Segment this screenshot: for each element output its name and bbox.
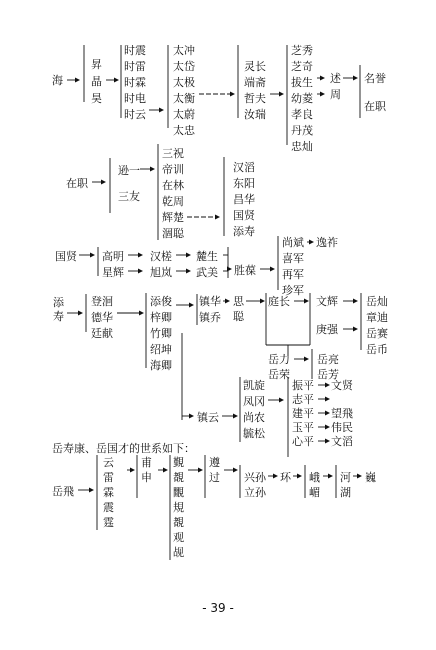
person-name: 时霖 xyxy=(124,76,146,89)
person-name: 孝良 xyxy=(291,108,313,121)
person-name: 登洄 xyxy=(91,295,113,308)
person-name: 珍军 xyxy=(282,284,304,297)
person-name: 述 xyxy=(330,72,341,85)
person-name: 芝秀 xyxy=(291,44,313,57)
person-name: 在职 xyxy=(364,100,386,113)
person-name: 东阳 xyxy=(233,177,255,190)
person-name: 思 xyxy=(233,295,244,308)
person-name: 岳灿 xyxy=(366,295,388,308)
person-name: 名誉 xyxy=(364,72,386,85)
person-name: 峨 xyxy=(309,471,320,484)
tree-arrowhead xyxy=(159,108,164,113)
person-name: 嵋 xyxy=(309,486,320,499)
person-name: 绍坤 xyxy=(150,343,172,356)
person-name: 旭岚 xyxy=(150,266,172,279)
person-name: 在林 xyxy=(162,179,184,192)
person-name: 时电 xyxy=(124,92,146,105)
person-name: 德华 xyxy=(91,311,113,324)
tree-arrowhead xyxy=(325,411,330,416)
person-name: 規 xyxy=(173,501,184,514)
person-name: 廷献 xyxy=(91,327,113,340)
person-name: 涸聪 xyxy=(162,227,184,240)
person-name: 觇 xyxy=(173,546,184,559)
tree-arrowhead xyxy=(353,299,358,304)
person-name: 高明 xyxy=(102,250,124,263)
tree-arrowhead xyxy=(130,468,135,473)
person-name: 太极 xyxy=(173,76,195,89)
tree-arrowhead xyxy=(233,414,238,419)
person-name: 云 xyxy=(103,456,114,469)
tree-arrowhead xyxy=(227,267,232,272)
tree-arrowhead xyxy=(101,180,106,185)
person-name: 寿 xyxy=(53,310,64,323)
person-name: 文滔 xyxy=(331,435,353,448)
person-name: 太冲 xyxy=(173,44,195,57)
tree-arrowhead xyxy=(325,439,330,444)
person-name: 武美 xyxy=(196,266,218,279)
person-name: 星辉 xyxy=(102,266,124,279)
tree-arrowhead xyxy=(215,215,220,220)
person-name: 聪 xyxy=(233,310,244,323)
person-name: 哲夫 xyxy=(244,92,266,105)
tree-arrowhead xyxy=(114,78,119,83)
person-name: 周 xyxy=(330,88,341,101)
person-name: 镇华 xyxy=(199,295,221,308)
tree-arrowhead xyxy=(297,474,302,479)
person-name: 三友 xyxy=(118,190,140,203)
person-name: 望飛 xyxy=(331,407,353,420)
person-name: 伟民 xyxy=(331,421,353,434)
person-name: 添 xyxy=(53,296,64,309)
person-name: 麓生 xyxy=(196,250,218,263)
person-name: 添俊 xyxy=(150,295,172,308)
person-name: 竹卿 xyxy=(150,327,172,340)
tree-arrowhead xyxy=(353,76,358,81)
person-name: 端斋 xyxy=(244,76,266,89)
person-name: 庚强 xyxy=(316,323,338,336)
person-name: 海卿 xyxy=(150,359,172,372)
tree-arrowhead xyxy=(186,269,191,274)
person-name: 再军 xyxy=(282,268,304,281)
person-name: 岳飛 xyxy=(52,485,74,498)
tree-arrowhead xyxy=(138,269,143,274)
tree-arrowhead xyxy=(189,414,194,419)
person-name: 尚农 xyxy=(243,411,265,424)
person-name: 拔生 xyxy=(291,76,313,89)
person-name: 昊 xyxy=(91,92,102,105)
tree-arrowhead xyxy=(325,383,330,388)
person-name: 国贤 xyxy=(55,250,77,263)
tree-arrowhead xyxy=(150,167,155,172)
tree-arrowhead xyxy=(89,488,94,493)
person-name: 太衡 xyxy=(173,92,195,105)
person-name: 过 xyxy=(209,471,220,484)
person-name: 太岱 xyxy=(173,60,195,73)
tree-arrowhead xyxy=(230,92,235,97)
person-name: 昌华 xyxy=(233,193,255,206)
person-name: 立孙 xyxy=(244,486,266,499)
person-name: 章迪 xyxy=(366,311,388,324)
tree-arrowhead xyxy=(198,468,203,473)
person-name: 志平 xyxy=(292,393,314,406)
person-name: 湖 xyxy=(340,486,351,499)
person-name: 文贤 xyxy=(331,379,353,392)
person-name: 国贤 xyxy=(233,209,255,222)
tree-arrowhead xyxy=(304,299,309,304)
person-name: 覲 xyxy=(173,456,184,469)
person-name: 文辉 xyxy=(316,295,338,308)
person-name: 丹茂 xyxy=(291,124,313,137)
person-name: 辉楚 xyxy=(162,211,184,224)
tree-arrowhead xyxy=(304,357,309,362)
person-name: 凯旋 xyxy=(243,379,265,392)
person-name: 庭长 xyxy=(268,295,290,308)
person-name: 镇乔 xyxy=(199,311,221,324)
person-name: 逊一 xyxy=(118,164,140,177)
tree-arrowhead xyxy=(189,303,194,308)
person-name: 幼菱 xyxy=(291,92,313,105)
person-name: 时震 xyxy=(124,44,146,57)
person-name: 时云 xyxy=(124,108,146,121)
person-name: 震 xyxy=(103,501,114,514)
person-name: 环 xyxy=(280,471,291,484)
person-name: 三祝 xyxy=(162,147,184,160)
person-name: 巍 xyxy=(365,471,376,484)
person-name: 海 xyxy=(52,74,63,87)
person-name: 建平 xyxy=(292,407,314,420)
person-name: 梓卿 xyxy=(150,311,172,324)
person-name: 岳币 xyxy=(366,343,388,356)
tree-arrowhead xyxy=(270,267,275,272)
person-name: 逸祚 xyxy=(316,236,338,249)
tree-arrowhead xyxy=(163,468,168,473)
person-name: 岳芳 xyxy=(317,368,339,381)
tree-arrowhead xyxy=(78,311,83,316)
person-name: 雷 xyxy=(103,471,114,484)
person-name: 汉槎 xyxy=(150,250,172,263)
tree-arrowhead xyxy=(325,397,330,402)
tree-arrowhead xyxy=(225,299,230,304)
person-name: 观 xyxy=(173,531,184,544)
tree-arrowhead xyxy=(186,253,191,258)
person-name: 覵 xyxy=(173,486,184,499)
person-name: 芝奇 xyxy=(291,60,313,73)
person-name: 乾周 xyxy=(162,195,184,208)
tree-arrowhead xyxy=(309,240,314,245)
person-name: 河 xyxy=(340,471,351,484)
person-name: 遵 xyxy=(209,456,220,469)
person-name: 心平 xyxy=(292,435,314,448)
tree-arrowhead xyxy=(138,253,143,258)
tree-arrowhead xyxy=(357,474,362,479)
chart-caption: 岳寿康、岳国才的世系如下： xyxy=(52,442,195,455)
person-name: 时雷 xyxy=(124,60,146,73)
person-name: 汉滔 xyxy=(233,161,255,174)
tree-arrowhead xyxy=(75,78,80,83)
person-name: 岳亮 xyxy=(317,353,339,366)
tree-arrowhead xyxy=(279,92,284,97)
person-name: 忠灿 xyxy=(291,140,313,153)
person-name: 凤冈 xyxy=(243,395,265,408)
tree-arrowhead xyxy=(320,92,325,97)
tree-arrowhead xyxy=(233,468,238,473)
person-name: 毓松 xyxy=(243,427,265,440)
person-name: 霖 xyxy=(103,486,114,499)
person-name: 太蔚 xyxy=(173,108,195,121)
page-number: - 39 - xyxy=(202,601,234,615)
tree-arrowhead xyxy=(325,425,330,430)
person-name: 甫 xyxy=(141,456,152,469)
person-name: 昇 xyxy=(91,58,102,71)
tree-arrowhead xyxy=(328,474,333,479)
person-name: 振平 xyxy=(292,379,314,392)
person-name: 喜军 xyxy=(282,252,304,265)
person-name: 申 xyxy=(141,471,152,484)
tree-arrowhead xyxy=(353,327,358,332)
person-name: 晶 xyxy=(91,75,102,88)
tree-arrowhead xyxy=(90,253,95,258)
person-name: 添寿 xyxy=(233,225,255,238)
person-name: 帝训 xyxy=(162,163,184,176)
person-name: 覩 xyxy=(173,471,184,484)
tree-arrowhead xyxy=(279,398,284,403)
person-name: 岳力 xyxy=(268,353,290,366)
person-name: 兴孙 xyxy=(244,471,266,484)
person-name: 镇云 xyxy=(197,411,219,424)
person-name: 霆 xyxy=(103,516,114,529)
person-name: 尚斌 xyxy=(282,236,304,249)
person-name: 太忠 xyxy=(173,124,195,137)
person-name: 灵长 xyxy=(244,60,266,73)
tree-arrowhead xyxy=(273,474,278,479)
person-name: 岳赛 xyxy=(366,327,388,340)
tree-arrowhead xyxy=(139,311,144,316)
tree-arrowhead xyxy=(260,299,265,304)
tree-arrowhead xyxy=(320,76,325,81)
person-name: 胜葆 xyxy=(234,264,256,277)
person-name: 岳荣 xyxy=(268,368,290,381)
person-name: 汝瑞 xyxy=(244,108,266,121)
person-name: 在职 xyxy=(66,177,88,190)
person-name: 覩 xyxy=(173,516,184,529)
person-name: 玉平 xyxy=(292,421,314,434)
